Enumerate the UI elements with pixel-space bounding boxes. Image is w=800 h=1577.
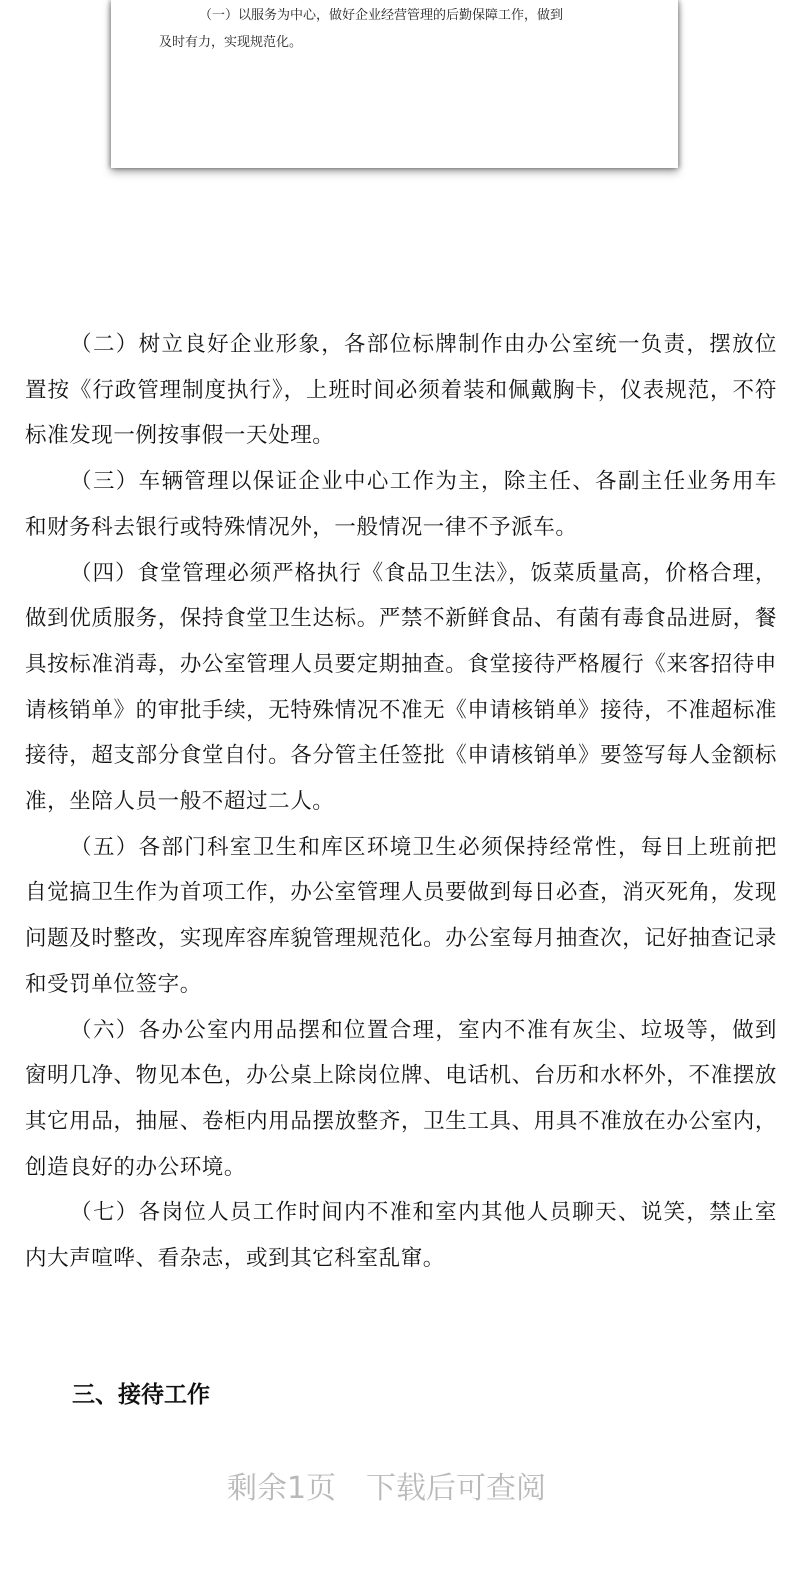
paragraph-2: （二）树立良好企业形象，各部位标牌制作由办公室统一负责，摆放位置按《行政管理制度执行》，上班时间必须着装和佩戴胸卡，仪表规范，不符标准发现一例按事假一天处理。 <box>25 332 777 449</box>
section-heading: 三、接待工作 <box>72 1382 210 1408</box>
paragraph-4: （四）食堂管理必须严格执行《食品卫生法》，饭菜质量高，价格合理，做到优质服务，保持食堂卫生达标。严禁不新鲜食品、有菌有毒食品进厨，餐具按标准消毒，办公室管理人员要定期抽查。食堂接待严格履行《来客招待申请核销单》的审批手续，无特殊情况不准无《申请核销单》接待，不准超标准接待，超支部分食堂自付。各分管主任签批《申请核销单》要签写每人金额标准，坐陪人员一般不超过二人。 <box>25 560 777 815</box>
paragraph-6: （六）各办公室内用品摆和位置合理，室内不准有灰尘、垃圾等，做到窗明几净、物见本色，办公桌上除岗位牌、电话机、台历和水杯外，不准摆放其它用品，抽屉、卷柜内用品摆放整齐，卫生工具、用具不准放在办公室内，创造良好的办公环境。 <box>25 1017 777 1180</box>
document-body <box>25 322 777 1282</box>
paragraph-7: （七）各岗位人员工作时间内不准和室内其他人员聊天、说笑，禁止室内大声喧哗、看杂志，或到其它科室乱窜。 <box>25 1200 777 1272</box>
paragraph-5: （五）各部门科室卫生和库区环境卫生必须保持经常性，每日上班前把自觉搞卫生作为首项工作，办公室管理人员要做到每日必查，消灭死角，发现问题及时整改，实现库容库貌管理规范化。办公室每月抽查次，记好抽查记录和受罚单位签字。 <box>25 834 777 997</box>
download-to-read-more-link[interactable]: 剩余1页 下载后可查阅 <box>226 1471 547 1506</box>
preview-page-card <box>111 0 678 168</box>
paragraph-3: （三）车辆管理以保证企业中心工作为主，除主任、各副主任业务用车和财务科去银行或特殊情况外，一般情况一律不予派车。 <box>25 469 777 540</box>
preview-text-line: 及时有力，实现规范化。 <box>159 35 303 50</box>
preview-text-line: （一）以服务为中心，做好企业经营管理的后勤保障工作，做到 <box>199 8 564 23</box>
